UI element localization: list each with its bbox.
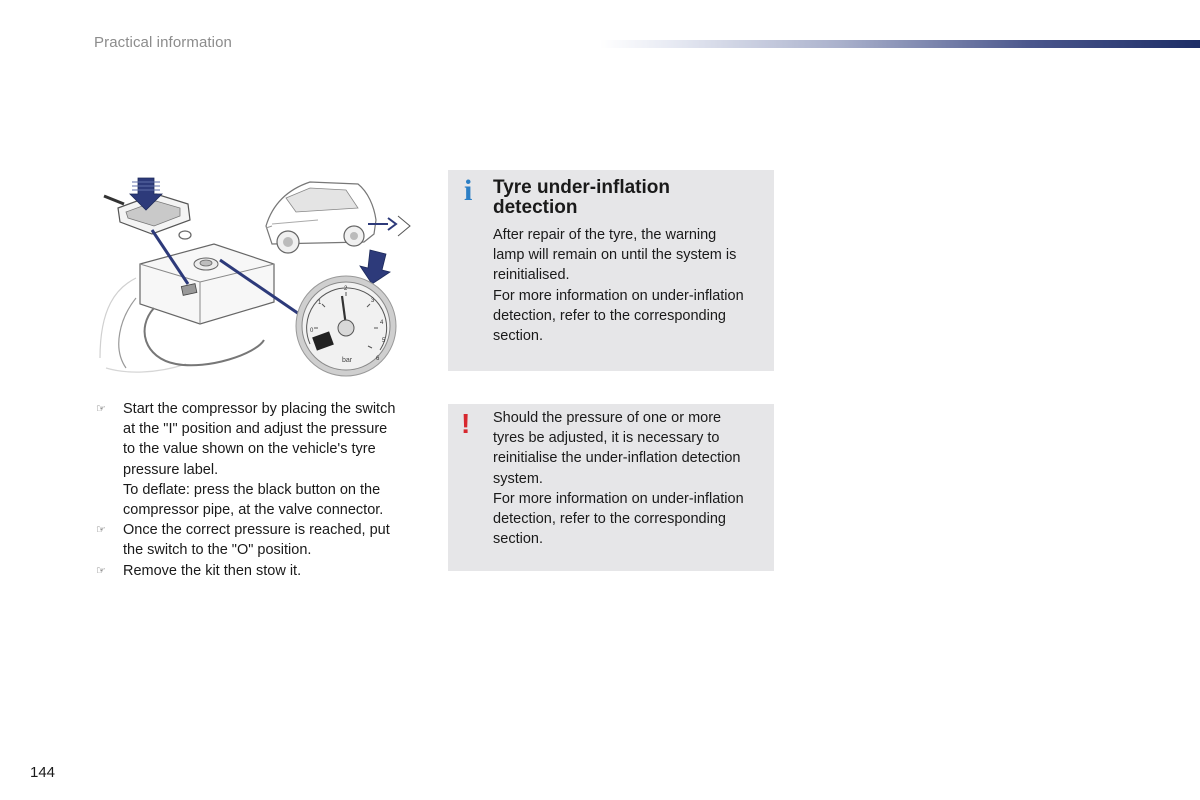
car-icon (266, 182, 376, 253)
info-line: lamp will remain on until the system is (493, 247, 737, 264)
info-box-body (493, 225, 768, 346)
page-number: 144 (30, 764, 56, 781)
pointing-hand-icon: ☞ (96, 524, 106, 537)
pressure-gauge-icon (296, 276, 396, 376)
header-gradient-bar (600, 40, 1200, 48)
gauge-tick-label: 0 (310, 328, 314, 334)
warning-box-body (493, 408, 768, 549)
step-line: to the value shown on the vehicle's tyre (123, 441, 376, 458)
instruction-steps (96, 399, 426, 581)
warning-icon: ! (461, 408, 471, 439)
gauge-tick-label: 3 (371, 298, 375, 304)
warning-box (448, 404, 774, 571)
gauge-arrow-icon (360, 250, 390, 284)
step-line: Remove the kit then stow it. (123, 562, 302, 579)
warning-line: detection, refer to the corresponding (493, 511, 726, 528)
section-title: Practical information (94, 34, 232, 51)
step-line: at the "I" position and adjust the pressure (123, 421, 388, 438)
info-line: detection, refer to the corresponding (493, 307, 726, 324)
gauge-tick-label: 1 (318, 300, 322, 306)
warning-line: Should the pressure of one or more (493, 410, 722, 426)
step-line: Start the compressor by placing the switch (123, 401, 396, 417)
compressor-kit-illustration (96, 168, 418, 390)
warning-line: system. (493, 470, 543, 487)
step-line: To deflate: press the black button on the (123, 481, 381, 498)
warning-line: For more information on under-inflation (493, 490, 744, 507)
step-item (96, 520, 426, 560)
step-line: the switch to the "O" position. (123, 542, 312, 559)
warning-line: reinitialise the under-inflation detection (493, 450, 741, 467)
info-box-tyre-under-inflation (448, 170, 774, 371)
gauge-tick-label: 5 (382, 338, 386, 344)
warning-line: section. (493, 531, 543, 548)
gauge-tick-label: 6 (376, 356, 380, 362)
info-box-title: Tyre under-inflation detection (493, 177, 670, 218)
step-item (96, 399, 426, 520)
gauge-tick-label: 4 (380, 320, 384, 326)
info-line: reinitialised. (493, 267, 570, 284)
gauge-tick-label: 2 (344, 286, 348, 292)
pointing-hand-icon: ☞ (96, 564, 106, 577)
info-line: section. (493, 328, 543, 345)
info-line: After repair of the tyre, the warning (493, 227, 717, 243)
step-item (96, 561, 426, 581)
step-line: pressure label. (123, 461, 219, 478)
pointing-hand-icon: ☞ (96, 403, 106, 415)
step-line: Once the correct pressure is reached, put (123, 522, 390, 539)
warning-line: tyres be adjusted, it is necessary to (493, 430, 720, 447)
info-line: For more information on under-inflation (493, 287, 744, 304)
step-line: compressor pipe, at the valve connector. (123, 502, 384, 519)
gauge-unit-label: bar (342, 357, 353, 364)
compressor-unit (119, 244, 274, 368)
info-icon: i (464, 174, 473, 207)
